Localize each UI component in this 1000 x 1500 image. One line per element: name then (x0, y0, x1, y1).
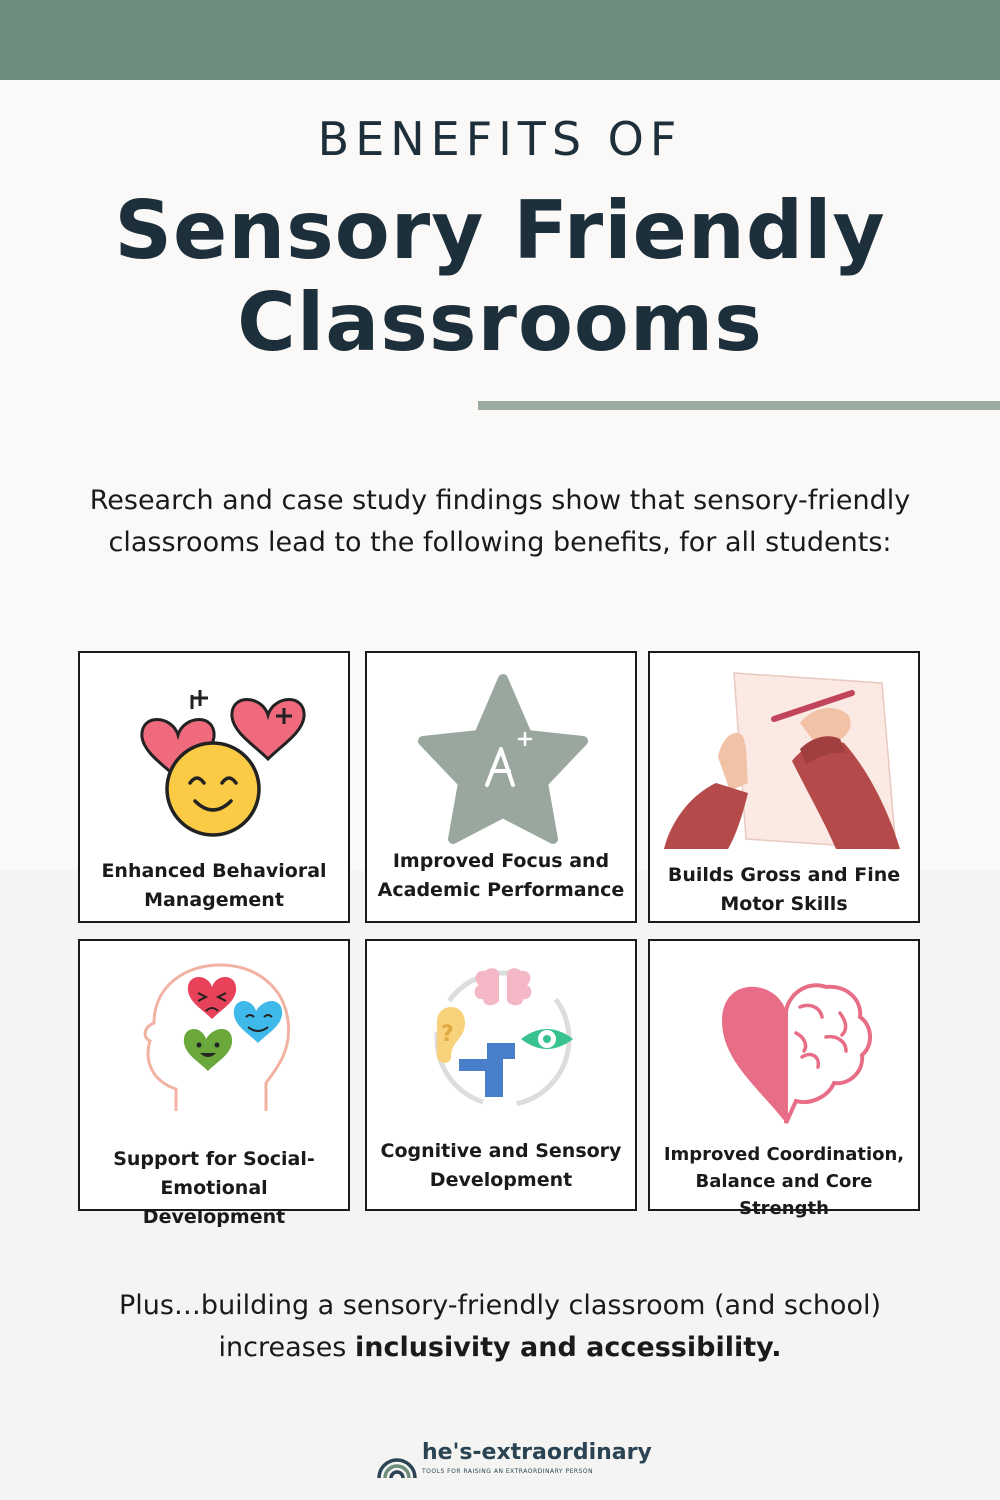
benefit-label: Enhanced Behavioral Management (101, 860, 327, 911)
closing-line-2: increases inclusivity and accessibility. (218, 1332, 782, 1363)
benefit-label: Builds Gross and Fine Motor Skills (667, 864, 901, 915)
title-line-2: Classrooms (237, 276, 763, 369)
brand-name: he's-extraordinary (422, 1440, 652, 1465)
top-band (0, 0, 1000, 80)
benefit-label: Support for Social- Emotional Development (113, 1148, 315, 1228)
svg-text:?: ? (441, 1022, 454, 1047)
brand-logo (376, 1440, 652, 1482)
intro-line-2: classrooms lead to the following benefits, for all students: (108, 527, 892, 558)
intro-line-1: Research and case study findings show that sensory-friendly (89, 485, 911, 516)
closing-text (60, 1285, 940, 1369)
brand-tagline: TOOLS FOR RAISING AN EXTRAORDINARY PERSON (422, 1468, 594, 1475)
rainbow-logo-icon (376, 1442, 418, 1480)
page-title (0, 185, 1000, 369)
benefit-label: Improved Coordination, Balance and Core Strength (663, 1144, 905, 1219)
closing-emphasis: inclusivity and accessibility. (354, 1332, 782, 1363)
benefit-card-social-emotional (78, 939, 350, 1228)
benefit-label: Improved Focus and Academic Performance (377, 850, 625, 901)
closing-line-1: Plus…building a sensory-friendly classroom (and school) (118, 1290, 882, 1321)
benefit-card-behavioral (78, 651, 350, 923)
benefit-card-coordination (648, 939, 920, 1219)
benefit-card-cognitive-sensory (365, 939, 637, 1211)
page-kicker: BENEFITS OF (317, 112, 683, 166)
benefit-label: Cognitive and Sensory Development (380, 1140, 622, 1191)
title-divider (478, 401, 1000, 410)
intro-text (40, 480, 960, 564)
title-line-1: Sensory Friendly (114, 184, 886, 277)
benefit-card-focus (365, 651, 637, 923)
benefit-card-motor-skills (648, 651, 920, 923)
